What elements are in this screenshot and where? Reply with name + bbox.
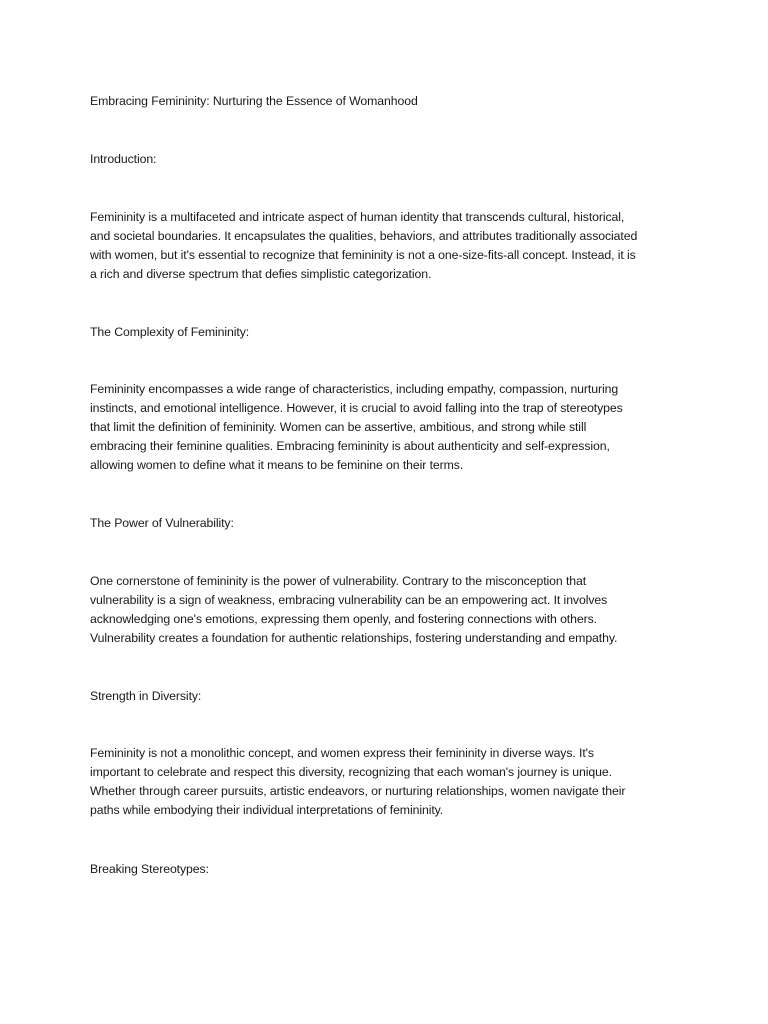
document-title: Embracing Femininity: Nurturing the Essence of Womanhood — [90, 94, 418, 108]
paragraph-line: One cornerstone of femininity is the power of vulnerability. Contrary to the misconception that — [90, 574, 587, 588]
paragraph-line: Vulnerability creates a foundation for authentic relationships, fostering understanding and empathy. — [90, 631, 618, 645]
heading-diversity: Strength in Diversity: — [90, 689, 202, 703]
paragraph-line: acknowledging one's emotions, expressing them openly, and fostering connections with others. — [90, 612, 597, 626]
paragraph-line: that limit the definition of femininity. Women can be assertive, ambitious, and strong while still — [90, 420, 587, 434]
paragraph-line: with women, but it's essential to recognize that femininity is not a one-size-fits-all concept. Instead, it is — [90, 248, 636, 262]
paragraph-line: Whether through career pursuits, artistic endeavors, or nurturing relationships, women navigate their — [90, 784, 626, 798]
heading-stereotypes: Breaking Stereotypes: — [90, 862, 209, 876]
heading-complexity: The Complexity of Femininity: — [90, 325, 250, 339]
paragraph-line: and societal boundaries. It encapsulates the qualities, behaviors, and attributes traditionally associated — [90, 229, 638, 243]
paragraph-line: paths while embodying their individual interpretations of femininity. — [90, 803, 444, 817]
paragraph-line: Femininity encompasses a wide range of characteristics, including empathy, compassion, nurturing — [90, 382, 619, 396]
paragraph-line: allowing women to define what it means to be feminine on their terms. — [90, 458, 464, 472]
paragraph-line: a rich and diverse spectrum that defies simplistic categorization. — [90, 267, 432, 281]
paragraph-line: vulnerability is a sign of weakness, embracing vulnerability can be an empowering act. It involves — [90, 593, 608, 607]
paragraph-line: Femininity is a multifaceted and intricate aspect of human identity that transcends cultural, historical, — [90, 210, 625, 224]
heading-introduction: Introduction: — [90, 152, 157, 166]
paragraph-line: important to celebrate and respect this diversity, recognizing that each woman's journey is unique. — [90, 765, 612, 779]
paragraph-line: embracing their feminine qualities. Embracing femininity is about authenticity and self-expression, — [90, 439, 610, 453]
paragraph-line: Femininity is not a monolithic concept, and women express their femininity in diverse ways. It's — [90, 746, 594, 760]
paragraph-line: instincts, and emotional intelligence. However, it is crucial to avoid falling into the trap of stereotypes — [90, 401, 623, 415]
heading-vulnerability: The Power of Vulnerability: — [90, 516, 234, 530]
